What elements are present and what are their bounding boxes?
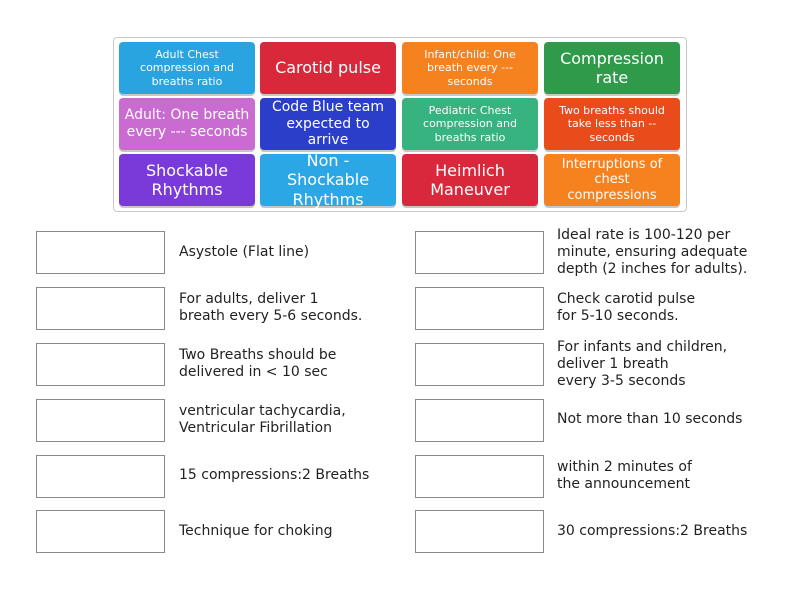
clue-text: Ideal rate is 100-120 per minute, ensuring adequate depth (2 inches for adults). (557, 227, 748, 277)
tile-code-blue-arrival[interactable]: Code Blue team expected to arrive (260, 98, 396, 150)
drop-box[interactable] (415, 287, 544, 330)
clue-text: Asystole (Flat line) (179, 244, 310, 260)
clue-text: within 2 minutes of the announcement (557, 459, 692, 492)
drop-box[interactable] (36, 455, 165, 498)
tile-non-shockable-rhythms[interactable]: Non - Shockable Rhythms (260, 154, 396, 206)
drop-box[interactable] (36, 231, 165, 274)
clue-text: Check carotid pulse for 5-10 seconds. (557, 291, 696, 324)
clue-text: 15 compressions:2 Breaths (179, 467, 370, 483)
tile-adult-ratio[interactable]: Adult Chest compression and breaths ratio (119, 42, 255, 94)
tile-interruptions[interactable]: Interruptions of chest compressions (544, 154, 680, 206)
clue-text: Technique for choking (179, 523, 333, 539)
tile-heimlich-maneuver[interactable]: Heimlich Maneuver (402, 154, 538, 206)
tile-adult-breath-interval[interactable]: Adult: One breath every --- seconds (119, 98, 255, 150)
drop-box[interactable] (415, 455, 544, 498)
tile-shockable-rhythms[interactable]: Shockable Rhythms (119, 154, 255, 206)
drop-box[interactable] (415, 510, 544, 553)
drop-box[interactable] (36, 287, 165, 330)
clue-text: Not more than 10 seconds (557, 411, 743, 427)
clue-text: ventricular tachycardia, Ventricular Fibrillation (179, 403, 346, 436)
drop-box[interactable] (415, 399, 544, 442)
drop-box[interactable] (415, 343, 544, 386)
drop-box[interactable] (36, 399, 165, 442)
drop-box[interactable] (36, 343, 165, 386)
clue-text: For infants and children, deliver 1 breath every 3-5 seconds (557, 339, 728, 389)
tile-two-breaths-time[interactable]: Two breaths should take less than -- seconds (544, 98, 680, 150)
tile-compression-rate[interactable]: Compression rate (544, 42, 680, 94)
drop-box[interactable] (36, 510, 165, 553)
clue-text: 30 compressions:2 Breaths (557, 523, 748, 539)
tile-infant-breath-interval[interactable]: Infant/child: One breath every --- seconds (402, 42, 538, 94)
tile-pediatric-ratio[interactable]: Pediatric Chest compression and breaths ratio (402, 98, 538, 150)
tile-carotid-pulse[interactable]: Carotid pulse (260, 42, 396, 94)
clue-text: Two Breaths should be delivered in < 10 sec (179, 347, 337, 380)
drop-box[interactable] (415, 231, 544, 274)
clue-text: For adults, deliver 1 breath every 5-6 seconds. (179, 291, 363, 324)
